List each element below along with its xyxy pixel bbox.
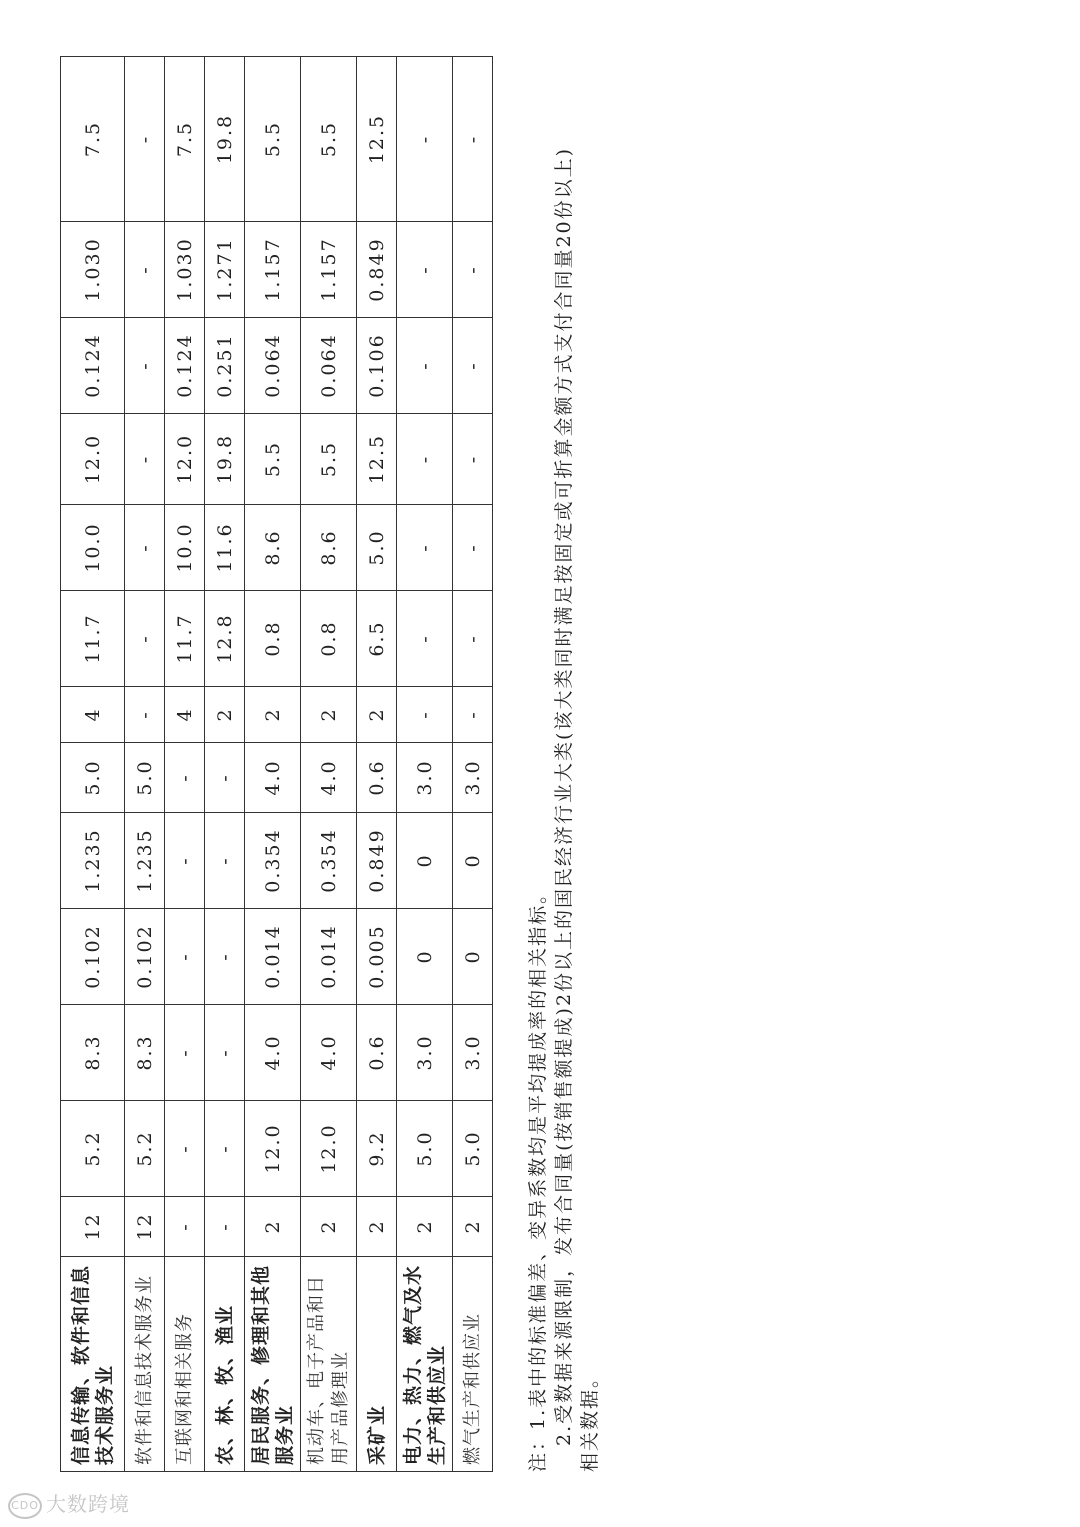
- value-cell: -: [453, 414, 493, 505]
- value-cell: -: [205, 909, 245, 1005]
- value-cell: -: [125, 222, 165, 318]
- value-cell: -: [205, 743, 245, 813]
- value-cell: 2: [301, 687, 357, 743]
- value-cell: -: [125, 414, 165, 505]
- value-cell: 0.124: [165, 318, 205, 414]
- value-cell: 4: [165, 687, 205, 743]
- table-row: [357, 57, 397, 1472]
- value-cell: 5.0: [397, 1101, 453, 1197]
- value-cell: 3.0: [453, 1005, 493, 1101]
- value-cell: 0: [397, 813, 453, 909]
- value-cell: 12: [125, 1197, 165, 1257]
- value-cell: 4.0: [245, 743, 301, 813]
- value-cell: -: [397, 591, 453, 687]
- value-cell: 7.5: [165, 57, 205, 222]
- value-cell: 11.7: [165, 591, 205, 687]
- industry-category-cell: 居民服务、修理和其他服务业: [245, 1257, 301, 1472]
- value-cell: 1.030: [165, 222, 205, 318]
- value-cell: 0.354: [245, 813, 301, 909]
- value-cell: 0.251: [205, 318, 245, 414]
- value-cell: 0.6: [357, 1005, 397, 1101]
- value-cell: -: [397, 687, 453, 743]
- value-cell: 10.0: [165, 505, 205, 591]
- value-cell: -: [397, 414, 453, 505]
- value-cell: -: [453, 591, 493, 687]
- value-cell: 5.2: [61, 1101, 125, 1197]
- industry-category-cell: 软件和信息技术服务业: [125, 1257, 165, 1472]
- value-cell: 5.5: [245, 57, 301, 222]
- value-cell: 19.8: [205, 414, 245, 505]
- value-cell: 5.5: [245, 414, 301, 505]
- value-cell: 0.8: [301, 591, 357, 687]
- value-cell: 0: [453, 813, 493, 909]
- value-cell: 7.5: [61, 57, 125, 222]
- value-cell: 1.235: [125, 813, 165, 909]
- value-cell: -: [453, 222, 493, 318]
- note-line-3: 相关数据。: [579, 1366, 601, 1472]
- value-cell: 0.014: [245, 909, 301, 1005]
- value-cell: 0.849: [357, 813, 397, 909]
- value-cell: 8.3: [61, 1005, 125, 1101]
- table-row: [165, 57, 205, 1472]
- industry-category-cell: 农、林、牧、渔业: [205, 1257, 245, 1472]
- value-cell: 11.7: [61, 591, 125, 687]
- value-cell: 1.030: [61, 222, 125, 318]
- value-cell: 0.102: [61, 909, 125, 1005]
- value-cell: 2: [205, 687, 245, 743]
- value-cell: 2: [453, 1197, 493, 1257]
- value-cell: 12.0: [301, 1101, 357, 1197]
- value-cell: -: [453, 687, 493, 743]
- value-cell: 10.0: [61, 505, 125, 591]
- table-row: [453, 57, 493, 1472]
- value-cell: 0.064: [301, 318, 357, 414]
- value-cell: 5.0: [125, 743, 165, 813]
- value-cell: 12.5: [357, 57, 397, 222]
- table-row: [301, 57, 357, 1472]
- value-cell: 11.6: [205, 505, 245, 591]
- value-cell: -: [125, 505, 165, 591]
- value-cell: 1.235: [61, 813, 125, 909]
- value-cell: 4.0: [301, 1005, 357, 1101]
- value-cell: -: [453, 318, 493, 414]
- value-cell: 3.0: [397, 1005, 453, 1101]
- value-cell: -: [205, 1101, 245, 1197]
- note-line-2: 2.受数据来源限制，发布合同量(按销售额提成)2份以上的国民经济行业大类(该大类同时满足按固定或可折算金额方式支付合同量20份以上): [553, 146, 575, 1446]
- value-cell: -: [205, 813, 245, 909]
- value-cell: -: [397, 318, 453, 414]
- value-cell: -: [165, 1101, 205, 1197]
- value-cell: 3.0: [397, 743, 453, 813]
- value-cell: 2: [357, 1197, 397, 1257]
- table-row: [397, 57, 453, 1472]
- value-cell: 8.6: [245, 505, 301, 591]
- industry-category-cell: 互联网和相关服务: [165, 1257, 205, 1472]
- value-cell: -: [397, 222, 453, 318]
- value-cell: 0.849: [357, 222, 397, 318]
- value-cell: 8.6: [301, 505, 357, 591]
- value-cell: 0: [397, 909, 453, 1005]
- value-cell: 1.271: [205, 222, 245, 318]
- value-cell: -: [397, 505, 453, 591]
- value-cell: 12.5: [357, 414, 397, 505]
- value-cell: -: [125, 318, 165, 414]
- industry-category-cell: 电力、热力、燃气及水生产和供应业: [397, 1257, 453, 1472]
- value-cell: 2: [357, 687, 397, 743]
- value-cell: 5.0: [453, 1101, 493, 1197]
- table-row: [205, 57, 245, 1472]
- watermark-text: 大数跨境: [46, 1492, 130, 1516]
- value-cell: 1.157: [301, 222, 357, 318]
- value-cell: 0.6: [357, 743, 397, 813]
- note-line-1: 注：1.表中的标准偏差、变异系数均是平均提成率的相关指标。: [527, 882, 549, 1472]
- value-cell: -: [125, 591, 165, 687]
- value-cell: 9.2: [357, 1101, 397, 1197]
- value-cell: 0.102: [125, 909, 165, 1005]
- value-cell: 6.5: [357, 591, 397, 687]
- value-cell: -: [165, 909, 205, 1005]
- industry-category-cell: 机动车、电子产品和日用产品修理业: [301, 1257, 357, 1472]
- value-cell: 0.124: [61, 318, 125, 414]
- value-cell: 0.8: [245, 591, 301, 687]
- value-cell: 5.0: [61, 743, 125, 813]
- table-row: [61, 57, 125, 1472]
- value-cell: -: [453, 505, 493, 591]
- value-cell: 5.2: [125, 1101, 165, 1197]
- value-cell: 12.8: [205, 591, 245, 687]
- value-cell: 0: [453, 909, 493, 1005]
- table-notes: [525, 32, 603, 1472]
- value-cell: -: [125, 57, 165, 222]
- value-cell: 0.005: [357, 909, 397, 1005]
- value-cell: 2: [301, 1197, 357, 1257]
- value-cell: 12: [61, 1197, 125, 1257]
- value-cell: 4.0: [245, 1005, 301, 1101]
- value-cell: -: [205, 1005, 245, 1101]
- value-cell: 4: [61, 687, 125, 743]
- watermark: [8, 1488, 130, 1519]
- value-cell: 5.5: [301, 414, 357, 505]
- value-cell: 19.8: [205, 57, 245, 222]
- value-cell: -: [165, 743, 205, 813]
- value-cell: 12.0: [165, 414, 205, 505]
- value-cell: 5.0: [357, 505, 397, 591]
- value-cell: 0.106: [357, 318, 397, 414]
- value-cell: 1.157: [245, 222, 301, 318]
- value-cell: 3.0: [453, 743, 493, 813]
- value-cell: -: [165, 1005, 205, 1101]
- value-cell: 5.5: [301, 57, 357, 222]
- value-cell: -: [397, 57, 453, 222]
- value-cell: 0.354: [301, 813, 357, 909]
- value-cell: -: [453, 57, 493, 222]
- table-row: [245, 57, 301, 1472]
- industry-category-cell: 信息传输、软件和信息技术服务业: [61, 1257, 125, 1472]
- value-cell: -: [205, 1197, 245, 1257]
- table-row: [125, 57, 165, 1472]
- value-cell: -: [165, 1197, 205, 1257]
- industry-stats-table: [60, 56, 493, 1472]
- value-cell: 12.0: [245, 1101, 301, 1197]
- value-cell: 4.0: [301, 743, 357, 813]
- value-cell: 2: [245, 1197, 301, 1257]
- value-cell: 2: [245, 687, 301, 743]
- value-cell: 0.014: [301, 909, 357, 1005]
- table-body: [61, 57, 493, 1472]
- value-cell: 8.3: [125, 1005, 165, 1101]
- watermark-logo-icon: CDO: [8, 1493, 42, 1519]
- value-cell: -: [165, 813, 205, 909]
- value-cell: 12.0: [61, 414, 125, 505]
- value-cell: 2: [397, 1197, 453, 1257]
- value-cell: 0.064: [245, 318, 301, 414]
- value-cell: -: [125, 687, 165, 743]
- industry-category-cell: 燃气生产和供应业: [453, 1257, 493, 1472]
- industry-category-cell: 采矿业: [357, 1257, 397, 1472]
